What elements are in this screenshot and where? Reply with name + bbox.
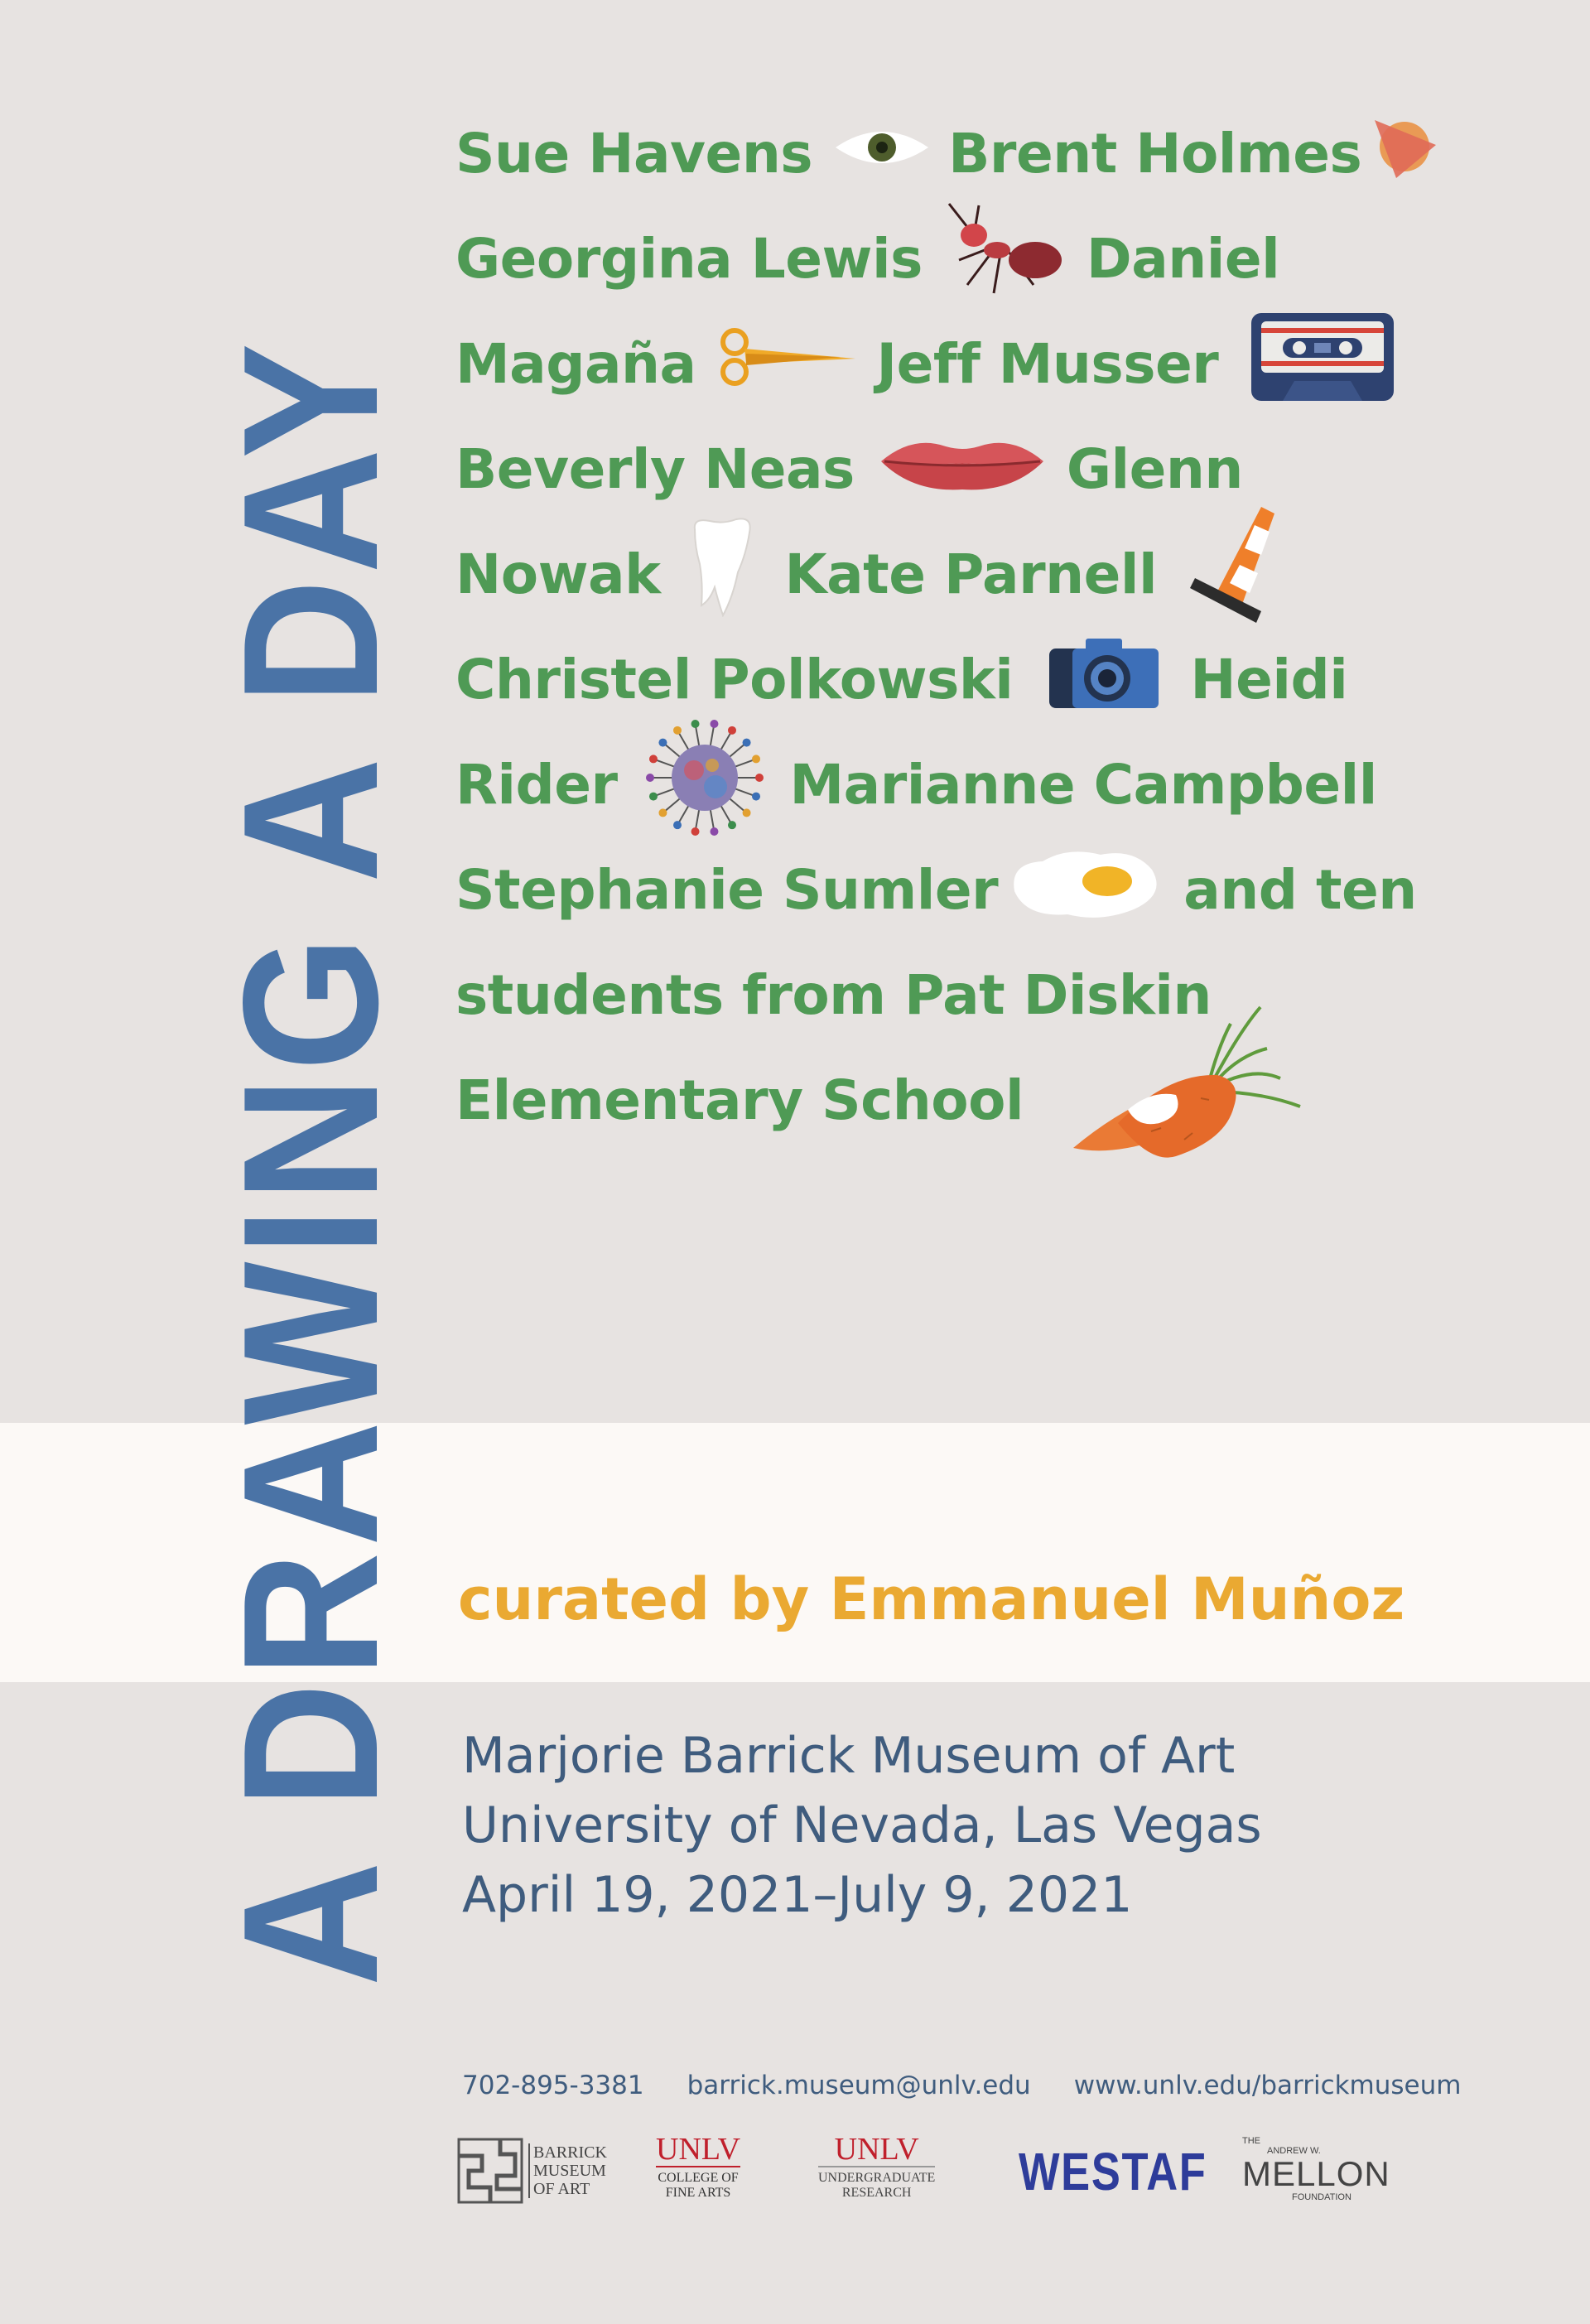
website-link[interactable]: www.unlv.edu/barrickmuseum — [1073, 2071, 1462, 2100]
barrick-logo-mark-icon — [457, 2138, 523, 2204]
artist-line — [455, 318, 1395, 409]
artist-name: students from Pat Diskin — [455, 962, 1212, 1027]
artist-name: Christel Polkowski — [455, 647, 1014, 711]
ant-icon — [942, 202, 1067, 315]
traffic-cone-icon — [1182, 505, 1289, 643]
artist-name: and ten — [1183, 857, 1417, 922]
unlv-research-logo — [818, 2133, 935, 2201]
logo-text: THE — [1242, 2136, 1260, 2146]
logo-text: BARRICK — [533, 2143, 607, 2162]
mellon-foundation-logo — [1242, 2136, 1390, 2202]
unlv-fine-arts-logo — [656, 2133, 740, 2201]
logo-text: FOUNDATION — [1292, 2192, 1352, 2202]
artist-name: Jeff Musser — [876, 331, 1219, 396]
artist-name: Sue Havens — [455, 121, 813, 186]
contact-info — [462, 2071, 1461, 2100]
westaf-logo: WESTAF — [1019, 2142, 1207, 2201]
artist-name: Kate Parnell — [784, 542, 1158, 606]
museum-name: Marjorie Barrick Museum of Art — [462, 1727, 1236, 1785]
logo-text: MUSEUM — [533, 2162, 606, 2180]
artist-line — [455, 528, 1289, 620]
logo-text: FINE ARTS — [665, 2186, 731, 2200]
artist-line — [455, 634, 1347, 725]
artist-name: Magaña — [455, 331, 696, 396]
artist-line — [455, 844, 1417, 935]
venue-info — [462, 1721, 1262, 1930]
email-link[interactable]: barrick.museum@unlv.edu — [687, 2071, 1031, 2100]
camera-icon — [1048, 635, 1160, 723]
logo-text: COLLEGE OF — [658, 2171, 739, 2185]
artist-name: Glenn — [1066, 436, 1243, 501]
artist-name: Marianne Campbell — [789, 752, 1377, 817]
artist-line — [455, 739, 1377, 830]
tooth-icon — [690, 518, 754, 630]
cassette-icon — [1250, 311, 1395, 416]
logo-text: OF ART — [533, 2180, 590, 2198]
phone-number: 702-895-3381 — [462, 2071, 644, 2100]
artist-name: Heidi — [1190, 647, 1348, 711]
eye-icon — [832, 122, 932, 186]
virus-icon — [643, 716, 767, 853]
artist-name: Beverly Neas — [455, 436, 855, 501]
artist-line — [455, 1054, 1024, 1145]
shape-icon — [1371, 113, 1438, 193]
artist-name: Nowak — [455, 542, 661, 606]
logo-text: RESEARCH — [841, 2186, 912, 2200]
artist-name: Brent Holmes — [948, 121, 1362, 186]
artist-line — [455, 423, 1243, 514]
university-name: University of Nevada, Las Vegas — [462, 1796, 1262, 1854]
logo-text: MELLON — [1242, 2154, 1390, 2193]
exhibition-title: A DRAWING A DAY — [204, 337, 418, 1987]
artist-line — [455, 108, 1438, 199]
lips-icon — [879, 433, 1045, 504]
curator-credit: curated by Emmanuel Muñoz — [458, 1565, 1405, 1633]
logo-text: UNLV — [818, 2133, 935, 2167]
artist-name: Daniel — [1086, 226, 1280, 291]
logo-text: UNDERGRADUATE — [818, 2171, 936, 2185]
fried-egg-icon — [1009, 845, 1162, 934]
artist-name: Georgina Lewis — [455, 226, 923, 291]
sponsor-logos — [455, 2133, 1565, 2224]
artist-line — [455, 213, 1279, 304]
artist-name: Rider — [455, 752, 618, 817]
scissors-icon — [716, 324, 857, 403]
logo-text: UNLV — [656, 2132, 741, 2167]
artist-name: Stephanie Sumler — [455, 857, 999, 922]
logo-text: ANDREW W. — [1267, 2146, 1321, 2156]
artist-name: Elementary School — [455, 1068, 1024, 1132]
barrick-museum-logo — [457, 2138, 607, 2204]
exhibition-dates: April 19, 2021–July 9, 2021 — [462, 1866, 1133, 1924]
carrot-icon — [1068, 999, 1317, 1186]
